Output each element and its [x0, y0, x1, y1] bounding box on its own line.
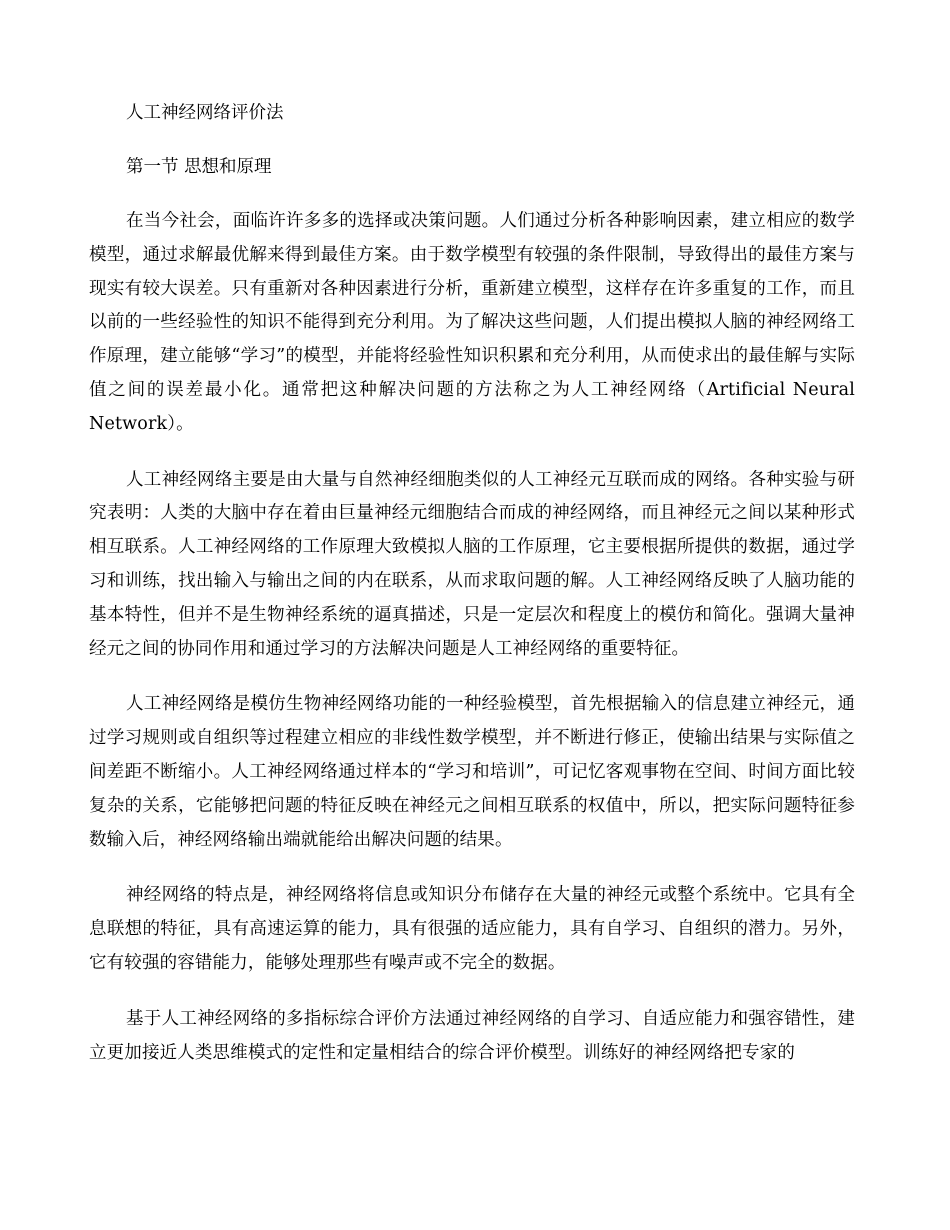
paragraph-2: 人工神经网络主要是由大量与自然神经细胞类似的人工神经元互联而成的网络。各种实验与研究表明：人类的大脑中存在着由巨量神经元细胞结合而成的神经网络，而且神经元之间以某种形式相互联系。人工神经网络的工作原理大致模拟人脑的工作原理，它主要根据所提供的数据，通过学习和训练，找出输入与输出之间的内在联系，从而求取问题的解。人工神经网络反映了人脑功能的基本特性，但并不是生物神经系统的逼真描述，只是一定层次和程度上的模仿和简化。强调大量神经元之间的协同作用和通过学习的方法解决问题是人工神经网络的重要特征。: [89, 469, 855, 659]
paragraph-1: 在当今社会，面临许许多多的选择或决策问题。人们通过分析各种影响因素，建立相应的数学模型，通过求解最优解来得到最佳方案。由于数学模型有较强的条件限制，导致得出的最佳方案与现实有较大误差。只有重新对各种因素进行分析，重新建立模型，这样存在许多重复的工作，而且以前的一些经验性的知识不能得到充分利用。为了解决这些问题，人们提出模拟人脑的神经网络工作原理，建立能够“学习”的模型，并能将经验性知识积累和充分利用，从而使求出的最佳解与实际值之间的误差最小化。通常把这种解决问题的方法称之为人工神经网络（Artificial Neural Network）。: [89, 211, 855, 434]
paragraph-3: 人工神经网络是模仿生物神经网络功能的一种经验模型，首先根据输入的信息建立神经元，通过学习规则或自组织等过程建立相应的非线性数学模型，并不断进行修正，使输出结果与实际值之间差距不断缩小。人工神经网络通过样本的“学习和培训”，可记忆客观事物在空间、时间方面比较复杂的关系，它能够把问题的特征反映在神经元之间相互联系的权值中，所以，把实际问题特征参数输入后，神经网络输出端就能给出解决问题的结果。: [89, 694, 855, 850]
paragraph-4: 神经网络的特点是，神经网络将信息或知识分布储存在大量的神经元或整个系统中。它具有全息联想的特征，具有高速运算的能力，具有很强的适应能力，具有自学习、自组织的潜力。另外，它有较强的容错能力，能够处理那些有噪声或不完全的数据。: [89, 885, 855, 973]
document-body: [89, 97, 855, 1070]
section-title: 第一节 思想和原理: [126, 157, 272, 177]
paragraph-5: 基于人工神经网络的多指标综合评价方法通过神经网络的自学习、自适应能力和强容错性，建立更加接近人类思维模式的定性和定量相结合的综合评价模型。训练好的神经网络把专家的: [89, 1008, 855, 1063]
document-title: 人工神经网络评价法: [126, 103, 284, 123]
